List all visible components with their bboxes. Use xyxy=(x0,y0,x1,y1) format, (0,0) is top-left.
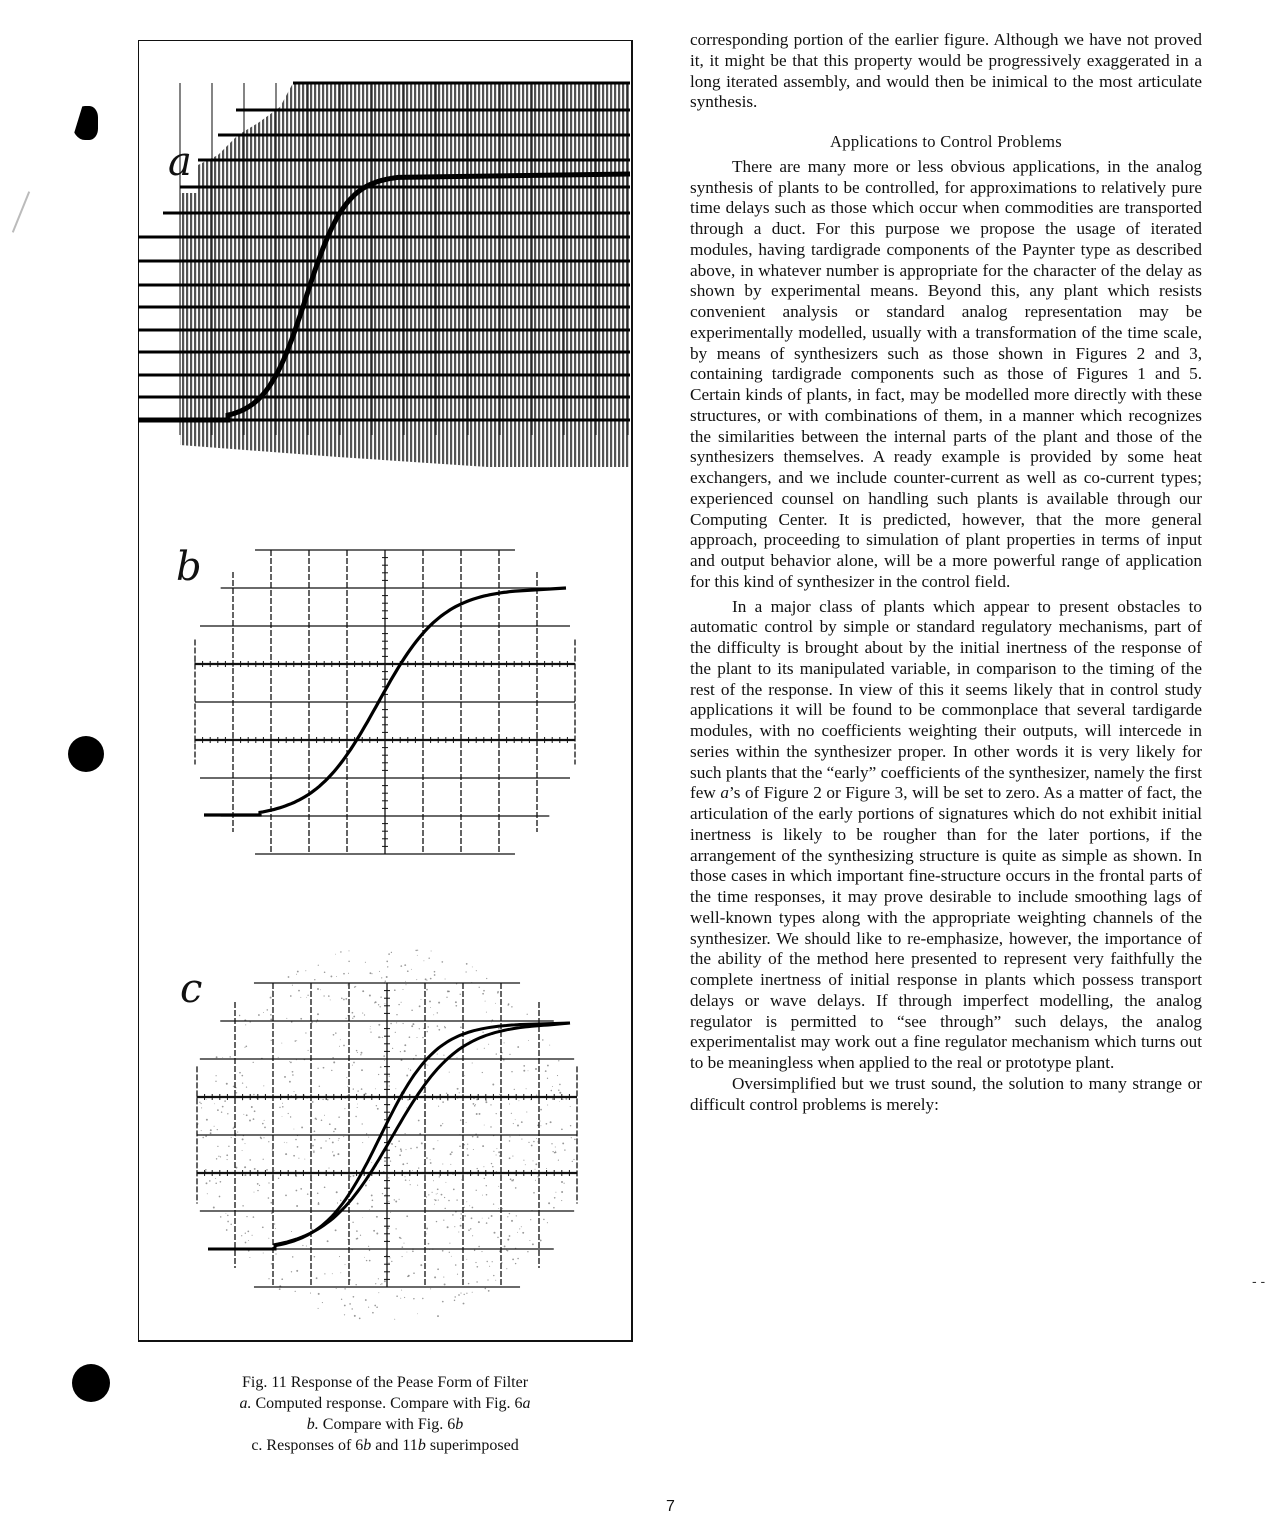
article-column xyxy=(690,30,1202,1115)
caption-ref-b: b xyxy=(455,1416,464,1433)
oscilloscope-plot-c xyxy=(160,935,600,1335)
figure-panel-c xyxy=(160,935,600,1335)
caption-line-b xyxy=(150,1414,620,1435)
binder-hole-partial xyxy=(72,106,98,140)
paragraph: Oversimplified but we trust sound, the solution to many strange or difficult control problems is merely: xyxy=(690,1073,1202,1114)
caption-line-c xyxy=(150,1435,620,1456)
caption-text-c2: and 11 xyxy=(371,1437,418,1454)
binder-hole xyxy=(72,1364,110,1402)
binder-hole xyxy=(68,736,104,772)
paragraph: There are many more or less obvious applications, in the analog synthesis of plants to be controlled, for approximations to relatively pure time delays such as those which occur when commodities are transported through a duct. For this purpose we propose the usage of iterated modules, having tardigrade components of the Paynter type as described above, in whatever number is appropriate for the character of the delay as shown by experimental means. Beyond this, any plant which resists convenient analysis or standard analog representation may be experimentally modelled, usually with a transformation of the time scale, by means of synthesizers such as those shown in Figures 2 and 3, containing tardigrade components such as those of Figures 1 and 5. Certain kinds of plants, in fact, may be modelled more directly with these structures, or with combinations of them, in a manner which recognizes the similarities between the internal parts of the plant and those of the synthesizers themselves. A ready example is provided by some heat exchangers, and we include counter-current as well as co-current types; experienced counsel on handling such plants is available through our Computing Center. It is predicted, however, that the more general approach, proceeding to simulation of plant properties in terms of input and output behavior alone, will be a more powerful range of application for this kind of synthesizer in the control field. xyxy=(690,156,1202,591)
graticule-grid xyxy=(195,550,575,854)
caption-text-b: Compare with Fig. 6 xyxy=(318,1416,456,1433)
panel-label-a: a xyxy=(168,139,192,185)
panel-label-c: c xyxy=(180,966,203,1012)
caption-label-b: b. xyxy=(306,1416,319,1433)
caption-text-c1: c. Responses of 6 xyxy=(251,1437,364,1454)
paragraph-italic: a xyxy=(720,783,729,803)
caption-ref-c1: b xyxy=(363,1437,372,1454)
figure-caption xyxy=(150,1372,620,1456)
paragraph xyxy=(690,597,1202,1074)
oscilloscope-plot-b xyxy=(160,510,600,900)
caption-text-a: Computed response. Compare with Fig. 6 xyxy=(251,1395,523,1412)
computed-response-plot xyxy=(138,75,633,475)
page-number: 7 xyxy=(666,1498,675,1515)
figure-panel-a xyxy=(138,75,633,475)
caption-title: Fig. 11 Response of the Pease Form of Filter xyxy=(241,1374,529,1391)
scan-artifact xyxy=(12,191,30,233)
paragraph-text: In a major class of plants which appear to present obstacles to automatic control by simple or standard regulatory mechanisms, part of the difficulty is brought about by the initial inertness of the response of the plant to its manipulated variable, in comparison to the timing of the rest of the response. In view of this it seems likely that in control study applications it will be found to be commonplace that several tardigarde modules, with no coefficients weighting their outputs, will intercede in series within the synthesizer proper. In other words it is very likely for such plants that the “early” coefficients of the synthesizer, namely the first few xyxy=(690,596,1202,803)
paragraph-text: ’s of Figure 2 or Figure 3, will be set to zero. As a matter of fact, the articulation of the early portions of signatures which do not exhibit initial inertness is likely to be rougher than for the later portions, if the arrangement of the synthesizing structure is quite as simple as shown. In those cases in which important fine-structure occurs in the frontal parts of the time responses, it may prove desirable to include smoothing lags of well-known types along with the appropriate weighting channels of the synthesizer. We should like to re-emphasize, however, the importance of the ability of the method here presented to represent very faithfully the complete inertness of initial response in plants which possess transport delays or wave delays. If through imperfect modelling, the analog regulator is permitted to “see through” such delays, the analog experimentalist may work out a fine regulator mechanism which turns out to be meaningless when applied to the real or prototype plant. xyxy=(690,783,1202,1072)
panel-label-b: b xyxy=(176,544,202,590)
section-heading: Applications to Control Problems xyxy=(830,132,1062,151)
caption-label-a: a. xyxy=(239,1395,252,1412)
response-curve-6b xyxy=(208,1023,570,1249)
paragraph-continued: corresponding portion of the earlier figure. Although we have not proved it, it might be that this property would be progressively exaggerated in a long iterated assembly, and would then be inimical to the most articulate synthesis. xyxy=(690,30,1202,112)
caption-ref-c2: b xyxy=(417,1437,426,1454)
figure-panel-b xyxy=(160,510,600,900)
caption-ref-a: a xyxy=(522,1395,531,1412)
response-curve-11b xyxy=(208,1023,570,1249)
margin-mark: - - xyxy=(1252,1273,1266,1289)
caption-line-a xyxy=(150,1393,620,1414)
caption-text-c3: superimposed xyxy=(425,1437,519,1454)
